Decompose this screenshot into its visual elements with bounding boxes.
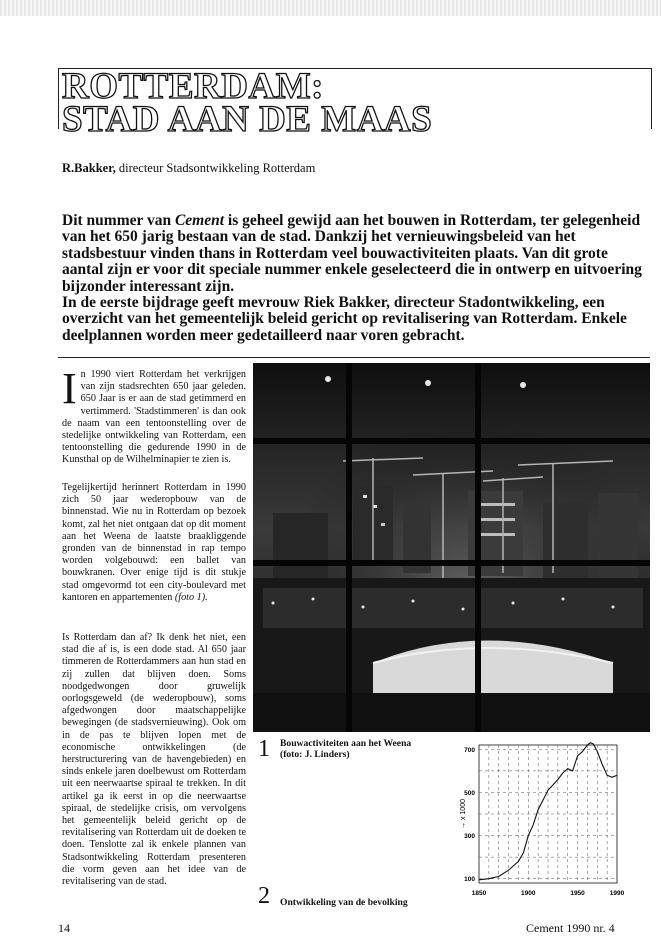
- intro-text-a: Dit nummer van: [62, 212, 175, 229]
- chart-x-tick-label: 1990: [609, 890, 625, 897]
- intro-paragraph: [62, 213, 647, 344]
- intro-text-b: is geheel gewijd aan het bouwen in Rotterdam, ter gelegenheid van het 650 jarig bestaan van de stad. Dankzij het vernieuwingsbeleid van het stadsbestuur vinden thans in Rotterdam veel bouwactiviteiten plaats. Van dit grote aantal zijn er voor dit speciale nummer enkele geselecteerd die in ontwerp en uitvoering bijzonder interessant zijn.: [62, 212, 642, 295]
- intro-text-c: In de eerste bijdrage geeft mevrouw Riek Bakker, directeur Stadontwikkeling, een overzicht van het gemeentelijk beleid gericht op revitalisering van Rotterdam. Enkele deelplannen worden meer gedetailleerd naar voren gebracht.: [62, 294, 627, 344]
- chart-y-axis-label: → x 1000: [460, 799, 467, 829]
- figure-1-number: 1: [258, 736, 270, 762]
- chart-x-ticks: [472, 890, 625, 897]
- chart-x-tick-label: 1850: [471, 890, 487, 897]
- drop-cap: I: [62, 364, 77, 413]
- paragraph-3-text: Is Rotterdam dan af? Ik denk het niet, een stad die af is, is een dode stad. Al 650 jaar timmeren de Rotterdammers aan hun stad en zij zullen dat blijven doen. Soms noodgedwongen door gruwelijk oorlogsgeweld (de wederopbouw), soms afgedwongen door maatschappelijke bewegingen (de stadsvernieuwing). Ook om in de pas te blijven lopen met de economische ontwikkelingen (de herstructurering van de havengebieden) en sinds enkele jaren doelbewust om Rotterdam uit een neerwaartse spiraal te trekken. In dit artikel ga ik eerst in op die neerwaartse spiraal, de stedelijke crisis, om vervolgens het gemeentelijk beleid gericht op de revitalisering van Rotterdam uit de doeken te doen. Tenslotte zal ik enkele plannen van Stadsontwikkeling Rotterdam presenteren die vorm geven aan het idee van de revitalisering van de stad.: [62, 632, 246, 888]
- page-number: 14: [58, 921, 70, 935]
- paragraph-1-text: n 1990 viert Rotterdam het verkrijgen van zijn stadsrechten 650 jaar geleden. 650 Jaar is er aan de stad getimmerd en vertimmerd. 'Stadstimmeren' is dan ook de naam van een tentoonstelling over de stedelijke ontwikkeling van Rotterdam, een tentoonstelling die gedurende 1990 in de Kunsthal op de Wilhelminapier te zien is.: [62, 369, 246, 466]
- weena-construction-photo: [253, 363, 650, 732]
- population-chart-svg: [447, 737, 625, 907]
- scan-edge-band: [0, 0, 661, 16]
- photo-reference: (foto 1).: [174, 591, 208, 603]
- body-paragraph-2: [62, 482, 246, 604]
- body-paragraph-1: [62, 364, 246, 467]
- author-role: directeur Stadsontwikkeling Rotterdam: [115, 161, 316, 175]
- chart-y-tick-label: 100: [464, 876, 475, 884]
- chart-x-tick-label: 1900: [521, 890, 536, 897]
- figure-2-number: 2: [258, 883, 270, 909]
- author-name: R.Bakker,: [62, 161, 116, 175]
- figure-2-caption: Ontwikkeling van de bevolking: [280, 897, 408, 908]
- intro-journal-name: Cement: [174, 212, 225, 229]
- figure-1-caption: Bouwactiviteiten aan het Weena (foto: J. Linders): [280, 738, 412, 760]
- chart-y-tick-label: 700: [464, 746, 475, 754]
- article-title: [62, 66, 433, 140]
- photo-illustration: [253, 363, 650, 732]
- title-line-2: STAD AAN DE MAAS: [62, 99, 433, 140]
- chart-y-tick-label: 500: [464, 789, 475, 797]
- section-rule: [58, 357, 650, 358]
- chart-grid: [479, 745, 617, 883]
- title-line-1: ROTTERDAM:: [62, 66, 324, 107]
- population-chart: [447, 737, 625, 907]
- journal-issue: Cement 1990 nr. 4: [526, 921, 615, 935]
- chart-x-tick-label: 1950: [570, 890, 585, 897]
- byline: [62, 161, 315, 176]
- chart-y-tick-label: 300: [464, 833, 475, 841]
- paragraph-2-text: Tegelijkertijd herinnert Rotterdam in 1990 zich 50 jaar wederopbouw van de binnenstad. Wie nu in Rotterdam op bezoek komt, zal het niet ontgaan dat op dit moment aan het Weena de laatste braakliggende gronden van de binnenstad in rap tempo worden volgebouwd: een ballet van bouwkranen. Over enige tijd is dit stukje stad omgevormd tot een city-boulevard met kantoren en appartementen: [62, 482, 246, 603]
- body-paragraph-3: [62, 632, 246, 888]
